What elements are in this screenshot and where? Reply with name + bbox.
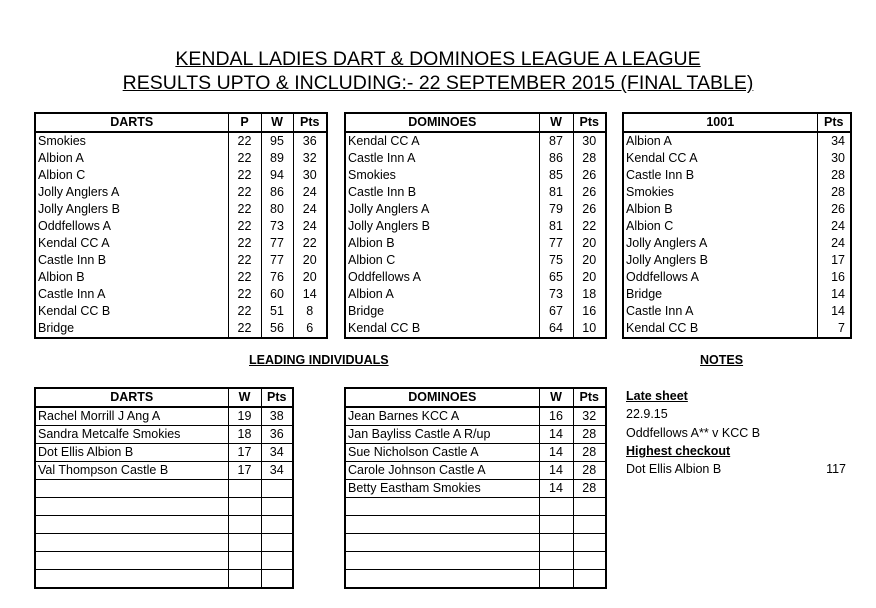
table-cell: Albion C <box>623 218 817 235</box>
table-cell <box>261 480 293 498</box>
table-cell: Smokies <box>345 167 539 184</box>
table-cell: 38 <box>261 407 293 426</box>
table-cell: 7 <box>817 320 851 338</box>
table-row <box>345 150 606 167</box>
table-cell <box>539 516 573 534</box>
table-cell: 51 <box>261 303 293 320</box>
table-cell <box>35 534 228 552</box>
table-cell: 76 <box>261 269 293 286</box>
table-row <box>623 252 851 269</box>
table-row <box>345 252 606 269</box>
table-cell: Bridge <box>345 303 539 320</box>
table-cell: 22 <box>228 150 261 167</box>
header-row <box>345 113 606 132</box>
table-cell: Albion B <box>345 235 539 252</box>
table-row <box>345 516 606 534</box>
column-header: P <box>228 113 261 132</box>
table-cell: 24 <box>293 218 327 235</box>
table-cell: Castle Inn A <box>35 286 228 303</box>
table-cell: 73 <box>261 218 293 235</box>
column-header: DARTS <box>35 113 228 132</box>
column-header: W <box>261 113 293 132</box>
column-header: 1001 <box>623 113 817 132</box>
table-cell <box>228 552 261 570</box>
column-header: DOMINOES <box>345 113 539 132</box>
table-cell <box>345 552 539 570</box>
table-cell: 87 <box>539 132 573 150</box>
table-row <box>623 132 851 150</box>
table-cell: 18 <box>573 286 606 303</box>
table-cell: 17 <box>228 462 261 480</box>
table-row <box>35 480 293 498</box>
table-row <box>35 235 327 252</box>
table-cell: 24 <box>817 218 851 235</box>
league-1001-table <box>622 112 852 339</box>
table-cell: 14 <box>293 286 327 303</box>
table-cell <box>573 534 606 552</box>
table-row <box>345 570 606 589</box>
table-cell <box>539 498 573 516</box>
table-cell: Jolly Anglers B <box>35 201 228 218</box>
darts-individuals-table <box>34 387 294 589</box>
table-cell <box>573 552 606 570</box>
table-row <box>345 320 606 338</box>
table-row <box>35 303 327 320</box>
table-cell: Kendal CC B <box>345 320 539 338</box>
table-cell <box>539 534 573 552</box>
table-cell: 20 <box>573 269 606 286</box>
table-cell: 20 <box>573 235 606 252</box>
table-cell: 20 <box>573 252 606 269</box>
table-row <box>35 534 293 552</box>
table-row <box>35 269 327 286</box>
table-cell: Sue Nicholson Castle A <box>345 444 539 462</box>
table-cell <box>228 480 261 498</box>
table-cell <box>228 516 261 534</box>
table-cell: 22 <box>228 252 261 269</box>
darts-league-table <box>34 112 328 339</box>
table-cell: 36 <box>261 426 293 444</box>
table-cell: 30 <box>573 132 606 150</box>
table-cell <box>261 552 293 570</box>
column-header: W <box>539 113 573 132</box>
table-cell: Carole Johnson Castle A <box>345 462 539 480</box>
table-cell <box>573 516 606 534</box>
dominoes-individuals-table <box>344 387 607 589</box>
table-row <box>35 426 293 444</box>
table-cell: 28 <box>817 184 851 201</box>
table-cell: 89 <box>261 150 293 167</box>
table-cell: 34 <box>261 444 293 462</box>
table-row <box>623 303 851 320</box>
table-cell <box>228 534 261 552</box>
table-cell: 22 <box>228 269 261 286</box>
table-cell: 60 <box>261 286 293 303</box>
table-cell: Jolly Anglers B <box>623 252 817 269</box>
table-cell: Albion A <box>345 286 539 303</box>
table-cell: 28 <box>573 150 606 167</box>
table-cell: 28 <box>817 167 851 184</box>
table-cell: 79 <box>539 201 573 218</box>
table-cell: 26 <box>573 167 606 184</box>
table-row <box>623 184 851 201</box>
table-cell: 24 <box>293 184 327 201</box>
column-header: Pts <box>293 113 327 132</box>
table-row <box>35 570 293 589</box>
highest-checkout-value: 117 <box>826 462 846 477</box>
table-row <box>345 235 606 252</box>
table-cell: Kendal CC A <box>345 132 539 150</box>
table-cell: 73 <box>539 286 573 303</box>
notes-panel <box>626 387 850 478</box>
table-cell <box>345 570 539 589</box>
highest-checkout-row <box>626 460 850 478</box>
table-cell: Oddfellows A <box>345 269 539 286</box>
table-row <box>623 201 851 218</box>
table-cell: 22 <box>228 286 261 303</box>
table-cell: 56 <box>261 320 293 338</box>
table-cell: 34 <box>261 462 293 480</box>
table-cell: 22 <box>228 303 261 320</box>
table-cell: 8 <box>293 303 327 320</box>
table-cell: 14 <box>539 462 573 480</box>
column-header: DOMINOES <box>345 388 539 407</box>
table-row <box>623 167 851 184</box>
table-cell <box>35 570 228 589</box>
table-cell: 17 <box>817 252 851 269</box>
table-row <box>345 201 606 218</box>
leading-individuals-label: LEADING INDIVIDUALS <box>249 353 389 367</box>
table-row <box>345 462 606 480</box>
notes-label: NOTES <box>700 353 744 367</box>
table-cell: 14 <box>539 480 573 498</box>
table-cell: 80 <box>261 201 293 218</box>
table-cell <box>539 570 573 589</box>
table-row <box>345 444 606 462</box>
table-cell: Jolly Anglers A <box>35 184 228 201</box>
table-cell: Jolly Anglers B <box>345 218 539 235</box>
table-cell: Albion A <box>623 132 817 150</box>
column-header: DARTS <box>35 388 228 407</box>
header-row <box>345 388 606 407</box>
table-cell: 26 <box>573 201 606 218</box>
table-cell: 94 <box>261 167 293 184</box>
late-sheet-heading: Late sheet <box>626 389 688 403</box>
table-row <box>35 286 327 303</box>
table-row <box>35 132 327 150</box>
table-cell: 65 <box>539 269 573 286</box>
table-cell: Sandra Metcalfe Smokies <box>35 426 228 444</box>
table-cell: 22 <box>293 235 327 252</box>
table-cell: 18 <box>228 426 261 444</box>
table-row <box>35 218 327 235</box>
late-sheet-match: Oddfellows A** v KCC B <box>626 425 761 440</box>
table-cell: 26 <box>817 201 851 218</box>
table-cell <box>35 498 228 516</box>
table-cell: 30 <box>293 167 327 184</box>
table-cell: Castle Inn B <box>623 167 817 184</box>
table-row <box>35 252 327 269</box>
column-header: W <box>228 388 261 407</box>
table-cell: 28 <box>573 462 606 480</box>
table-row <box>345 534 606 552</box>
table-cell: 24 <box>817 235 851 252</box>
table-cell: 10 <box>573 320 606 338</box>
table-row <box>35 444 293 462</box>
page-subtitle: RESULTS UPTO & INCLUDING:- 22 SEPTEMBER 2015 (FINAL TABLE) <box>122 72 754 94</box>
table-row <box>35 201 327 218</box>
table-cell <box>261 534 293 552</box>
table-cell: Smokies <box>35 132 228 150</box>
table-row <box>35 150 327 167</box>
table-row <box>345 498 606 516</box>
table-cell: Bridge <box>35 320 228 338</box>
table-cell <box>539 552 573 570</box>
table-row <box>623 218 851 235</box>
table-cell: 24 <box>293 201 327 218</box>
table-cell: 14 <box>539 444 573 462</box>
table-cell: Oddfellows A <box>623 269 817 286</box>
table-cell: 67 <box>539 303 573 320</box>
table-cell: 22 <box>228 218 261 235</box>
table-cell <box>345 498 539 516</box>
table-cell: Jolly Anglers A <box>623 235 817 252</box>
table-row <box>623 286 851 303</box>
table-cell: 32 <box>573 407 606 426</box>
table-cell: 19 <box>228 407 261 426</box>
table-cell: 22 <box>228 320 261 338</box>
table-row <box>345 286 606 303</box>
table-row <box>345 167 606 184</box>
table-cell: 17 <box>228 444 261 462</box>
table-cell: 81 <box>539 184 573 201</box>
table-cell: Castle Inn B <box>35 252 228 269</box>
table-row <box>345 480 606 498</box>
table-cell: 32 <box>293 150 327 167</box>
table-cell: 22 <box>228 167 261 184</box>
table-row <box>623 269 851 286</box>
table-cell: 77 <box>539 235 573 252</box>
table-cell: 77 <box>261 235 293 252</box>
table-cell: Jan Bayliss Castle A R/up <box>345 426 539 444</box>
table-row <box>35 320 327 338</box>
table-row <box>35 552 293 570</box>
table-row <box>345 552 606 570</box>
column-header: Pts <box>817 113 851 132</box>
table-cell <box>228 498 261 516</box>
table-cell <box>35 516 228 534</box>
table-cell: 34 <box>817 132 851 150</box>
table-cell: Albion B <box>623 201 817 218</box>
highest-checkout-player: Dot Ellis Albion B <box>626 462 722 477</box>
table-cell: Castle Inn A <box>623 303 817 320</box>
table-cell: 22 <box>573 218 606 235</box>
table-row <box>623 150 851 167</box>
table-cell: 30 <box>817 150 851 167</box>
table-cell: 22 <box>228 132 261 150</box>
table-cell: Castle Inn B <box>345 184 539 201</box>
column-header: Pts <box>573 113 606 132</box>
table-cell: Albion C <box>345 252 539 269</box>
table-cell: Kendal CC B <box>35 303 228 320</box>
table-cell <box>228 570 261 589</box>
table-row <box>35 462 293 480</box>
table-cell: Albion B <box>35 269 228 286</box>
table-cell: Albion C <box>35 167 228 184</box>
table-cell: Smokies <box>623 184 817 201</box>
table-cell: Kendal CC A <box>623 150 817 167</box>
table-cell: 86 <box>261 184 293 201</box>
table-cell: 36 <box>293 132 327 150</box>
table-cell: 20 <box>293 269 327 286</box>
table-cell: 28 <box>573 480 606 498</box>
column-header: W <box>539 388 573 407</box>
table-cell: Kendal CC A <box>35 235 228 252</box>
table-cell: Castle Inn A <box>345 150 539 167</box>
column-header: Pts <box>573 388 606 407</box>
table-cell: 75 <box>539 252 573 269</box>
table-cell <box>261 498 293 516</box>
table-cell: 28 <box>573 444 606 462</box>
table-row <box>35 498 293 516</box>
table-cell: Kendal CC B <box>623 320 817 338</box>
table-cell: Val Thompson Castle B <box>35 462 228 480</box>
table-cell <box>35 480 228 498</box>
table-cell: 16 <box>539 407 573 426</box>
table-cell: 26 <box>573 184 606 201</box>
table-cell: 22 <box>228 201 261 218</box>
table-row <box>345 426 606 444</box>
table-cell: 14 <box>817 303 851 320</box>
table-cell: 16 <box>573 303 606 320</box>
late-sheet-date: 22.9.15 <box>626 407 668 422</box>
table-cell: Jean Barnes KCC A <box>345 407 539 426</box>
table-cell: 85 <box>539 167 573 184</box>
table-row <box>35 167 327 184</box>
table-cell: Albion A <box>35 150 228 167</box>
table-row <box>35 407 293 426</box>
table-row <box>345 407 606 426</box>
table-row <box>35 516 293 534</box>
table-row <box>345 184 606 201</box>
table-row <box>623 235 851 252</box>
table-cell: Jolly Anglers A <box>345 201 539 218</box>
table-cell <box>261 570 293 589</box>
table-cell <box>345 534 539 552</box>
header-row <box>35 388 293 407</box>
dominoes-league-table <box>344 112 607 339</box>
table-row <box>345 218 606 235</box>
table-cell: 28 <box>573 426 606 444</box>
table-cell: 16 <box>817 269 851 286</box>
header-row <box>35 113 327 132</box>
table-cell: 14 <box>817 286 851 303</box>
table-cell <box>261 516 293 534</box>
table-cell <box>573 498 606 516</box>
table-cell: 14 <box>539 426 573 444</box>
table-cell: 22 <box>228 184 261 201</box>
table-cell: 22 <box>228 235 261 252</box>
table-cell: Oddfellows A <box>35 218 228 235</box>
table-cell <box>573 570 606 589</box>
table-cell: 77 <box>261 252 293 269</box>
header-row <box>623 113 851 132</box>
table-cell: 6 <box>293 320 327 338</box>
table-cell: 20 <box>293 252 327 269</box>
table-cell <box>345 516 539 534</box>
table-cell: 64 <box>539 320 573 338</box>
highest-checkout-heading: Highest checkout <box>626 443 731 458</box>
table-row <box>623 320 851 338</box>
table-row <box>345 269 606 286</box>
table-row <box>345 303 606 320</box>
column-header: Pts <box>261 388 293 407</box>
table-cell: Dot Ellis Albion B <box>35 444 228 462</box>
table-cell: 86 <box>539 150 573 167</box>
table-cell: Bridge <box>623 286 817 303</box>
table-cell: 95 <box>261 132 293 150</box>
table-cell: 81 <box>539 218 573 235</box>
table-row <box>35 184 327 201</box>
table-cell: Betty Eastham Smokies <box>345 480 539 498</box>
table-cell: Rachel Morrill J Ang A <box>35 407 228 426</box>
page-title: KENDAL LADIES DART & DOMINOES LEAGUE A LEAGUE <box>175 48 701 70</box>
table-row <box>345 132 606 150</box>
table-cell <box>35 552 228 570</box>
